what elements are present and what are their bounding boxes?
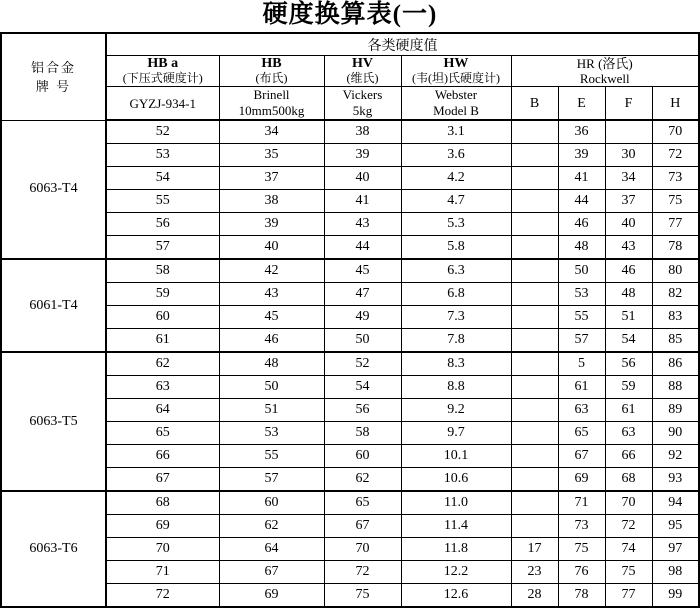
table-cell: 11.4 xyxy=(401,515,511,538)
table-cell: 56 xyxy=(605,352,652,376)
table-row xyxy=(1,120,699,144)
table-row xyxy=(1,213,699,236)
subheader-hb-brinell-cond: 10mm500kg xyxy=(238,103,305,118)
table-cell: 63 xyxy=(558,399,605,422)
column-header-hw xyxy=(401,56,511,87)
table-cell: 67 xyxy=(219,561,324,584)
table-cell xyxy=(511,120,558,144)
table-cell: 44 xyxy=(558,190,605,213)
table-row xyxy=(1,306,699,329)
table-body xyxy=(1,120,699,607)
table-cell: 58 xyxy=(324,422,401,445)
hardness-conversion-table xyxy=(0,32,700,608)
table-cell: 72 xyxy=(605,515,652,538)
table-cell: 53 xyxy=(106,144,219,167)
table-cell: 5 xyxy=(558,352,605,376)
table-cell: 5.8 xyxy=(401,236,511,260)
table-cell xyxy=(511,515,558,538)
subheader-hr-b: B xyxy=(511,87,558,121)
column-header-hv xyxy=(324,56,401,87)
table-cell: 86 xyxy=(652,352,699,376)
table-row xyxy=(1,561,699,584)
table-cell: 61 xyxy=(558,376,605,399)
table-cell xyxy=(511,468,558,492)
table-cell: 48 xyxy=(219,352,324,376)
table-cell: 60 xyxy=(106,306,219,329)
table-cell: 41 xyxy=(324,190,401,213)
header-columns-row xyxy=(1,56,699,87)
table-cell: 49 xyxy=(324,306,401,329)
column-header-hr-title: HR (洛氏) xyxy=(576,56,633,71)
table-cell: 71 xyxy=(106,561,219,584)
table-row xyxy=(1,584,699,608)
alloy-header-line2: 牌 号 xyxy=(35,78,72,94)
table-cell: 99 xyxy=(652,584,699,608)
subheader-hr-e: E xyxy=(558,87,605,121)
table-row xyxy=(1,352,699,376)
table-cell: 40 xyxy=(605,213,652,236)
column-header-hb-sub: (布氏) xyxy=(255,71,288,85)
table-row xyxy=(1,236,699,260)
table-cell: 76 xyxy=(558,561,605,584)
table-row xyxy=(1,399,699,422)
table-cell: 88 xyxy=(652,376,699,399)
header-subcolumns-row xyxy=(1,87,699,121)
table-cell: 47 xyxy=(324,283,401,306)
table-cell: 38 xyxy=(219,190,324,213)
table-cell: 60 xyxy=(219,491,324,515)
table-cell: 54 xyxy=(106,167,219,190)
table-cell xyxy=(511,283,558,306)
table-cell: 45 xyxy=(324,259,401,283)
column-header-hw-title: HW xyxy=(443,56,469,71)
table-cell: 45 xyxy=(219,306,324,329)
table-cell: 48 xyxy=(558,236,605,260)
table-cell: 34 xyxy=(219,120,324,144)
table-cell: 64 xyxy=(106,399,219,422)
table-cell: 85 xyxy=(652,329,699,353)
alloy-header-line1: 铝合金 xyxy=(30,59,76,75)
table-cell: 34 xyxy=(605,167,652,190)
table-row xyxy=(1,468,699,492)
table-cell: 65 xyxy=(558,422,605,445)
table-cell: 57 xyxy=(106,236,219,260)
subheader-hr-f: F xyxy=(605,87,652,121)
table-cell: 38 xyxy=(324,120,401,144)
table-cell: 69 xyxy=(219,584,324,608)
table-cell xyxy=(511,236,558,260)
table-cell: 40 xyxy=(324,167,401,190)
table-row xyxy=(1,515,699,538)
column-header-hv-sub: (维氏) xyxy=(346,71,379,85)
table-cell: 6.8 xyxy=(401,283,511,306)
table-cell: 46 xyxy=(605,259,652,283)
table-cell: 43 xyxy=(219,283,324,306)
table-cell: 63 xyxy=(106,376,219,399)
table-cell: 5.3 xyxy=(401,213,511,236)
table-row xyxy=(1,422,699,445)
table-cell: 54 xyxy=(605,329,652,353)
table-cell: 11.0 xyxy=(401,491,511,515)
table-cell: 39 xyxy=(324,144,401,167)
table-row xyxy=(1,445,699,468)
table-cell: 35 xyxy=(219,144,324,167)
table-row xyxy=(1,491,699,515)
table-cell: 67 xyxy=(558,445,605,468)
table-cell xyxy=(511,329,558,353)
table-cell: 39 xyxy=(558,144,605,167)
table-cell: 77 xyxy=(652,213,699,236)
table-cell: 46 xyxy=(219,329,324,353)
subheader-hw-webster xyxy=(401,87,511,121)
table-cell: 72 xyxy=(324,561,401,584)
subheader-hba-standard xyxy=(106,87,219,121)
table-cell: 75 xyxy=(324,584,401,608)
table-cell: 4.7 xyxy=(401,190,511,213)
table-cell: 17 xyxy=(511,538,558,561)
table-cell xyxy=(511,376,558,399)
table-cell: 92 xyxy=(652,445,699,468)
table-cell: 70 xyxy=(324,538,401,561)
table-cell: 61 xyxy=(605,399,652,422)
table-cell: 37 xyxy=(605,190,652,213)
table-cell: 83 xyxy=(652,306,699,329)
table-cell: 66 xyxy=(605,445,652,468)
column-header-hb-title: HB xyxy=(261,56,282,71)
column-header-hba xyxy=(106,56,219,87)
table-cell: 6.3 xyxy=(401,259,511,283)
table-cell: 12.2 xyxy=(401,561,511,584)
table-cell: 70 xyxy=(106,538,219,561)
table-cell: 75 xyxy=(605,561,652,584)
table-cell: 54 xyxy=(324,376,401,399)
table-cell: 43 xyxy=(605,236,652,260)
table-cell xyxy=(511,259,558,283)
table-cell: 51 xyxy=(605,306,652,329)
table-cell: 98 xyxy=(652,561,699,584)
table-cell: 82 xyxy=(652,283,699,306)
column-header-hr-sub: Rockwell xyxy=(579,71,630,86)
table-cell: 50 xyxy=(324,329,401,353)
table-cell: 62 xyxy=(106,352,219,376)
alloy-grade-cell: 6063-T5 xyxy=(1,352,106,491)
table-cell: 12.6 xyxy=(401,584,511,608)
table-cell: 95 xyxy=(652,515,699,538)
table-cell: 59 xyxy=(106,283,219,306)
subheader-hba-standard-text: GYZJ-934-1 xyxy=(129,95,196,111)
table-cell: 30 xyxy=(605,144,652,167)
table-cell xyxy=(511,144,558,167)
table-cell: 78 xyxy=(558,584,605,608)
subheader-hb-brinell xyxy=(219,87,324,121)
table-cell: 97 xyxy=(652,538,699,561)
table-cell xyxy=(511,422,558,445)
table-cell: 63 xyxy=(605,422,652,445)
table-cell xyxy=(511,190,558,213)
page-title: 硬度换算表(一) xyxy=(262,1,438,28)
table-row xyxy=(1,329,699,353)
table-cell: 55 xyxy=(106,190,219,213)
table-cell: 46 xyxy=(558,213,605,236)
table-cell xyxy=(511,352,558,376)
table-cell: 57 xyxy=(219,468,324,492)
table-row xyxy=(1,259,699,283)
table-cell: 77 xyxy=(605,584,652,608)
table-cell: 36 xyxy=(558,120,605,144)
table-cell: 41 xyxy=(558,167,605,190)
table-cell: 51 xyxy=(219,399,324,422)
table-cell: 61 xyxy=(106,329,219,353)
column-header-hr xyxy=(511,56,699,87)
table-cell: 89 xyxy=(652,399,699,422)
table-cell: 65 xyxy=(324,491,401,515)
table-cell: 56 xyxy=(324,399,401,422)
all-hardness-values-header: 各类硬度值 xyxy=(106,33,699,56)
table-cell: 68 xyxy=(605,468,652,492)
table-cell: 90 xyxy=(652,422,699,445)
table-cell: 75 xyxy=(652,190,699,213)
table-cell: 80 xyxy=(652,259,699,283)
table-cell: 3.6 xyxy=(401,144,511,167)
table-cell: 67 xyxy=(324,515,401,538)
table-cell xyxy=(605,120,652,144)
table-cell: 53 xyxy=(219,422,324,445)
subheader-hr-h: H xyxy=(652,87,699,121)
table-cell: 74 xyxy=(605,538,652,561)
table-cell: 7.8 xyxy=(401,329,511,353)
subheader-hw-webster-name: Webster xyxy=(434,87,478,102)
table-cell: 62 xyxy=(324,468,401,492)
table-cell: 58 xyxy=(106,259,219,283)
table-cell: 9.2 xyxy=(401,399,511,422)
table-cell xyxy=(511,399,558,422)
table-cell: 28 xyxy=(511,584,558,608)
table-cell: 50 xyxy=(558,259,605,283)
table-cell: 52 xyxy=(106,120,219,144)
subheader-hv-vickers-cond: 5kg xyxy=(352,103,373,118)
table-cell: 66 xyxy=(106,445,219,468)
table-cell: 72 xyxy=(106,584,219,608)
alloy-grade-cell: 6063-T6 xyxy=(1,491,106,607)
table-cell: 73 xyxy=(558,515,605,538)
subheader-hw-webster-model: Model B xyxy=(433,103,479,118)
table-cell: 44 xyxy=(324,236,401,260)
subheader-hb-brinell-name: Brinell xyxy=(253,87,290,102)
table-cell: 94 xyxy=(652,491,699,515)
table-cell: 48 xyxy=(605,283,652,306)
table-cell: 23 xyxy=(511,561,558,584)
table-row xyxy=(1,538,699,561)
header-group-row xyxy=(1,33,699,56)
table-cell xyxy=(511,306,558,329)
table-cell: 40 xyxy=(219,236,324,260)
table-cell xyxy=(511,167,558,190)
column-header-hv-title: HV xyxy=(352,56,373,71)
subheader-hv-vickers xyxy=(324,87,401,121)
table-cell: 8.8 xyxy=(401,376,511,399)
table-cell: 72 xyxy=(652,144,699,167)
table-cell: 55 xyxy=(219,445,324,468)
table-cell: 60 xyxy=(324,445,401,468)
table-cell: 69 xyxy=(106,515,219,538)
column-header-hw-sub: (韦(坦)氏硬度计) xyxy=(412,71,500,85)
table-cell: 62 xyxy=(219,515,324,538)
table-cell: 7.3 xyxy=(401,306,511,329)
table-cell: 73 xyxy=(652,167,699,190)
table-cell: 68 xyxy=(106,491,219,515)
table-cell: 59 xyxy=(605,376,652,399)
column-header-hb xyxy=(219,56,324,87)
table-row xyxy=(1,190,699,213)
table-row xyxy=(1,167,699,190)
table-cell: 93 xyxy=(652,468,699,492)
table-cell xyxy=(511,213,558,236)
table-cell: 39 xyxy=(219,213,324,236)
table-cell: 71 xyxy=(558,491,605,515)
table-cell: 50 xyxy=(219,376,324,399)
table-cell: 11.8 xyxy=(401,538,511,561)
table-cell xyxy=(511,491,558,515)
table-cell: 70 xyxy=(652,120,699,144)
table-cell: 3.1 xyxy=(401,120,511,144)
table-cell: 69 xyxy=(558,468,605,492)
table-cell: 9.7 xyxy=(401,422,511,445)
table-row xyxy=(1,283,699,306)
table-cell: 10.1 xyxy=(401,445,511,468)
table-cell: 65 xyxy=(106,422,219,445)
table-cell: 70 xyxy=(605,491,652,515)
subheader-hv-vickers-name: Vickers xyxy=(342,87,383,102)
table-cell: 4.2 xyxy=(401,167,511,190)
table-cell: 67 xyxy=(106,468,219,492)
table-row xyxy=(1,144,699,167)
alloy-header-cell xyxy=(1,33,106,120)
table-cell: 8.3 xyxy=(401,352,511,376)
table-cell: 43 xyxy=(324,213,401,236)
alloy-grade-cell: 6061-T4 xyxy=(1,259,106,352)
column-header-hba-title: HB a xyxy=(147,56,179,71)
table-cell: 37 xyxy=(219,167,324,190)
column-header-hba-sub: (下压式硬度计) xyxy=(122,71,203,85)
table-cell: 52 xyxy=(324,352,401,376)
table-cell: 57 xyxy=(558,329,605,353)
alloy-grade-cell: 6063-T4 xyxy=(1,120,106,259)
table-cell: 56 xyxy=(106,213,219,236)
table-cell: 10.6 xyxy=(401,468,511,492)
table-cell: 53 xyxy=(558,283,605,306)
table-cell: 75 xyxy=(558,538,605,561)
table-cell: 55 xyxy=(558,306,605,329)
table-cell xyxy=(511,445,558,468)
table-cell: 42 xyxy=(219,259,324,283)
table-cell: 78 xyxy=(652,236,699,260)
table-row xyxy=(1,376,699,399)
table-cell: 64 xyxy=(219,538,324,561)
